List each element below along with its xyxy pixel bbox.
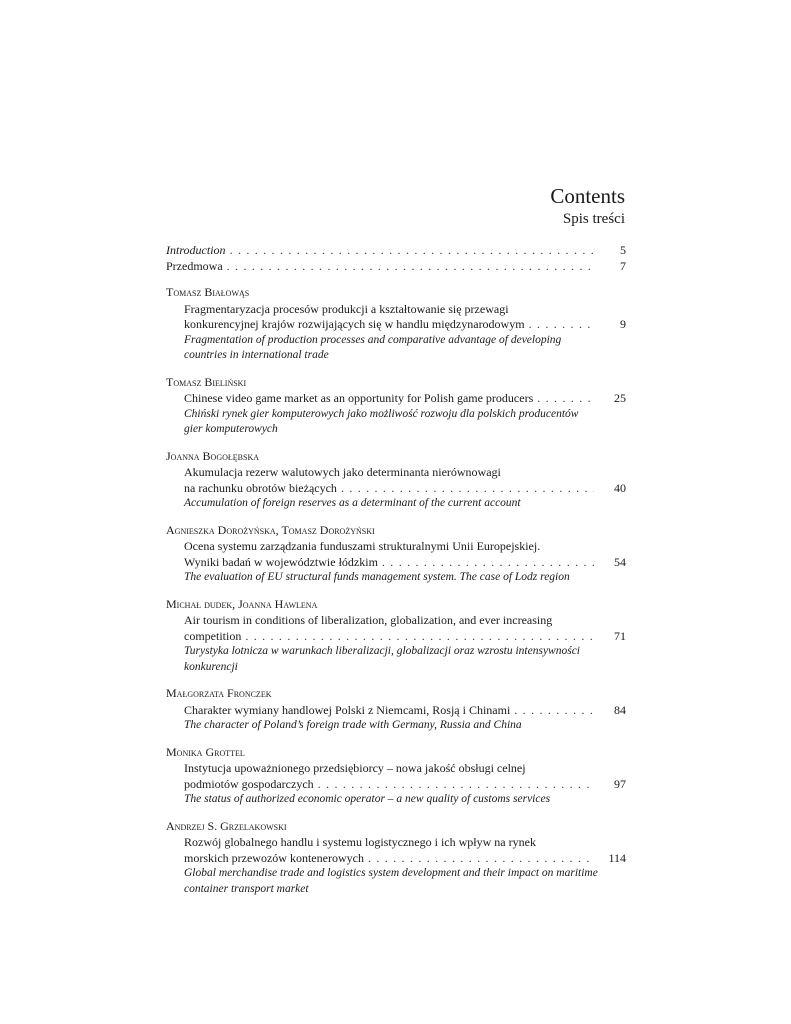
- page-subtitle: Spis treści: [562, 211, 625, 227]
- toc-entry-line: [184, 851, 626, 867]
- page-number: 97: [614, 776, 626, 791]
- dot-leader: [382, 555, 594, 571]
- dot-leader: [227, 259, 594, 275]
- page-number: 5: [620, 243, 626, 257]
- entry-title: podmiotów gospodarczych: [184, 776, 314, 791]
- page-number: 25: [614, 391, 626, 405]
- toc-article: [166, 523, 626, 586]
- toc-article: [166, 686, 626, 734]
- entry-title: Przedmowa: [166, 258, 223, 273]
- article-translated-title: countries in international trade: [184, 349, 329, 361]
- dot-leader: [537, 391, 594, 407]
- article-translated-title: gier komputerowych: [184, 423, 278, 435]
- article-translated-title: The character of Poland’s foreign trade with Germany, Russia and China: [184, 719, 522, 731]
- article-translated-title: Accumulation of foreign reserves as a determinant of the current account: [184, 497, 521, 509]
- article-author: Tomasz Białowąs: [166, 285, 250, 299]
- article-author: Joanna Bogołębska: [166, 448, 260, 463]
- toc-article: [166, 285, 626, 364]
- dot-leader: [368, 851, 594, 867]
- article-author: Michał dudek, Joanna Hawlena: [166, 596, 318, 611]
- article-author: Małgorzata Fronczek: [166, 686, 272, 700]
- dot-leader: [514, 703, 594, 719]
- article-title-line: Fragmentaryzacja procesów produkcji a kształtowanie się przewagi: [184, 301, 509, 316]
- article-title-line: Instytucja upoważnionego przedsiębiorcy – nowa jakość obsługi celnej: [184, 761, 526, 775]
- entry-title: na rachunku obrotów bieżących: [184, 480, 337, 495]
- entry-title: konkurencyjnej krajów rozwijających się w handlu międzynarodowym: [184, 317, 525, 331]
- article-block: [166, 465, 626, 512]
- article-author: Tomasz Bieliński: [166, 374, 247, 389]
- article-author: Andrzej S. Grzelakowski: [166, 818, 287, 833]
- entry-title: Introduction: [166, 243, 226, 257]
- toc-article: [166, 819, 626, 898]
- article-title-line: Ocena systemu zarządzania funduszami strukturalnymi Unii Europejskiej.: [184, 539, 541, 553]
- page-number: 54: [614, 554, 626, 569]
- toc-entry-front: [166, 243, 626, 259]
- article-title-line: Akumulacja rezerw walutowych jako determinanta nierównowagi: [184, 465, 501, 479]
- toc-entry-front: [166, 259, 626, 275]
- article-translated-title: Fragmentation of production processes and comparative advantage of developing: [184, 333, 562, 346]
- dot-leader: [245, 629, 594, 645]
- article-translated-title: The status of authorized economic operator – a new quality of customs services: [184, 793, 551, 805]
- dot-leader: [230, 243, 594, 259]
- toc-entry-line: [184, 391, 626, 407]
- toc-entry-line: [184, 481, 626, 497]
- toc-entry-line: [184, 555, 626, 571]
- toc-article: [166, 745, 626, 808]
- article-translated-title: container transport market: [184, 882, 309, 895]
- page-number: 114: [608, 850, 626, 865]
- page-number: 84: [614, 702, 626, 717]
- page-title: Contents: [550, 184, 625, 208]
- article-title-line: Rozwój globalnego handlu i systemu logistycznego i ich wpływ na rynek: [184, 835, 536, 849]
- entry-title: Chinese video game market as an opportunity for Polish game producers: [184, 391, 534, 405]
- entry-title: Charakter wymiany handlowej Polski z Niemcami, Rosją i Chinami: [184, 702, 511, 717]
- toc-article: [166, 449, 626, 512]
- entry-title: competition: [184, 628, 242, 643]
- article-block: [166, 539, 626, 586]
- article-title-line: Air tourism in conditions of liberalization, globalization, and ever increasing: [184, 613, 553, 627]
- article-translated-title: Turystyka lotnicza w warunkach liberalizacji, globalizacji oraz wzrostu intensywności: [184, 645, 581, 657]
- article-author: Monika Grottel: [166, 744, 245, 759]
- toc-entry-line: [184, 629, 626, 645]
- page-number: 7: [620, 258, 626, 273]
- dot-leader: [318, 777, 594, 793]
- dot-leader: [529, 317, 594, 333]
- article-translated-title: The evaluation of EU structural funds management system. The case of Lodz region: [184, 571, 570, 583]
- article-block: [166, 703, 626, 734]
- entry-title: morskich przewozów kontenerowych: [184, 850, 364, 865]
- entry-title: Wyniki badań w województwie łódzkim: [184, 554, 378, 569]
- article-translated-title: Global merchandise trade and logistics system development and their impact on maritime: [184, 867, 598, 879]
- article-translated-title: Chiński rynek gier komputerowych jako możliwość rozwoju dla polskich producentów: [184, 407, 579, 420]
- page-number: 9: [620, 317, 626, 331]
- article-author: Agnieszka Dorożyńska, Tomasz Dorożyński: [166, 522, 375, 537]
- article-block: [166, 613, 626, 675]
- toc-entry-line: [184, 317, 626, 333]
- article-translated-title: konkurencji: [184, 660, 238, 673]
- table-of-contents: [166, 243, 626, 897]
- toc-entry-line: [184, 703, 626, 719]
- article-block: [166, 302, 626, 364]
- toc-article: [166, 375, 626, 438]
- toc-entry-line: [184, 777, 626, 793]
- article-block: [166, 761, 626, 808]
- article-block: [166, 835, 626, 897]
- article-block: [166, 391, 626, 438]
- toc-article: [166, 597, 626, 676]
- dot-leader: [341, 481, 594, 497]
- page-number: 40: [614, 480, 626, 495]
- page-number: 71: [614, 628, 626, 643]
